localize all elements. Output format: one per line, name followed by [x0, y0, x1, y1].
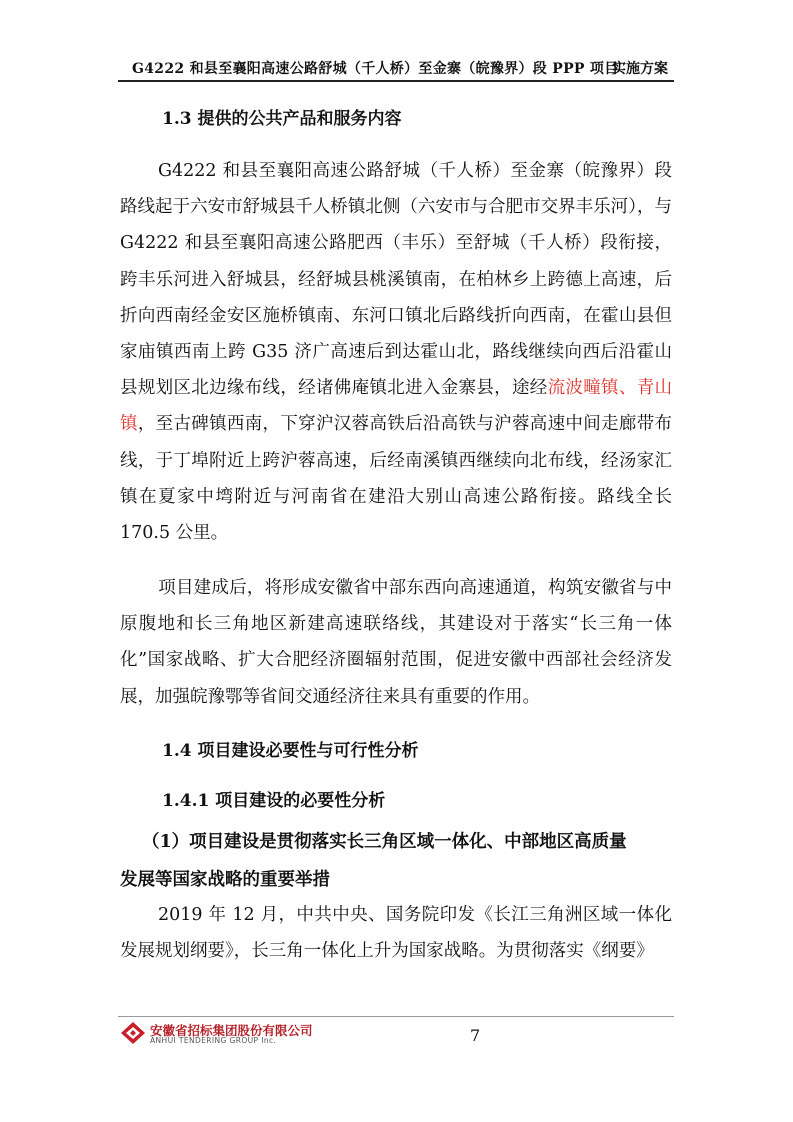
section-heading-1-4: 1.4 项目建设必要性与可行性分析 — [162, 741, 419, 761]
page-number: 7 — [470, 1026, 481, 1045]
subheading-line-2: 发展等国家战略的重要举措 — [120, 870, 330, 890]
paragraph-route-description — [120, 153, 672, 551]
logo-english-name: ANHUI TENDERING GROUP Inc. — [150, 1036, 277, 1045]
paragraph-text-b: ，至古碑镇西南，下穿沪汉蓉高铁后沿高铁与沪蓉高速中间走廊带布线，于丁埠附近上跨沪蓉高速，后经南溪镇西继续向北布线，经汤家汇镇在夏家中塆附近与河南省在建沿大别山高速公路衔接。路线全长 170.5 公里。 — [120, 414, 673, 544]
header-document-type: 实施方案 — [612, 61, 668, 77]
paragraph-text: 2019 年 12 月，中共中央、国务院印发《长江三角洲区域一体化发展规划纲要》，长三角一体化上升为国家战略。为贯彻落实《纲要》 — [120, 905, 672, 962]
paragraph-text: 项目建成后，将形成安徽省中部东西向高速通道，构筑安徽省与中原腹地和长三角地区新建高速联络线，其建设对于落实“长三角一体化”国家战略、扩大合肥经济圈辐射范围，促进安徽中西部社会经济发展，加强皖豫鄂等省间交通经济往来具有重要的作用。 — [120, 578, 672, 707]
highlighted-towns: 流波疃镇、青山镇 — [120, 378, 673, 435]
subheading-strategy — [120, 823, 676, 899]
section-heading-1-4-1: 1.4.1 项目建设的必要性分析 — [162, 791, 386, 811]
page-header — [118, 50, 674, 82]
paragraph-yangtze-plan — [120, 897, 672, 969]
paragraph-text-a: G4222 和县至襄阳高速公路舒城（千人桥）至金寨（皖豫界）段路线起于六安市舒城县千人桥镇北侧（六安市与合肥市交界丰乐河），与 G4222 和县至襄阳高速公路肥西（丰乐）至舒城（千人桥）段衔接，跨丰乐河进入舒城县，经舒城县桃溪镇南，在柏林乡上跨德上高速，后折向西南经金安区施桥镇南、东河口镇北后路线折向西南，在霍山县但家庙镇西南上跨 G35 济广高速后到达霍山北，路线继续向西后沿霍山县规划区北边缘布线，经诸佛庵镇北进入金寨县，途经 — [120, 161, 672, 399]
paragraph-project-impact — [120, 570, 672, 715]
footer-divider — [118, 1016, 674, 1017]
section-heading-1-3: 1.3 提供的公共产品和服务内容 — [162, 109, 402, 129]
header-title: G4222 和县至襄阳高速公路舒城（千人桥）至金寨（皖豫界）段 PPP 项目 — [132, 61, 619, 77]
subheading-line-1: （1）项目建设是贯彻落实长三角区域一体化、中部地区高质量 — [142, 832, 627, 852]
logo-chinese-name: 安徽省招标集团股份有限公司 — [150, 1023, 313, 1038]
company-logo — [120, 1021, 330, 1045]
company-logo-icon — [120, 1021, 146, 1045]
